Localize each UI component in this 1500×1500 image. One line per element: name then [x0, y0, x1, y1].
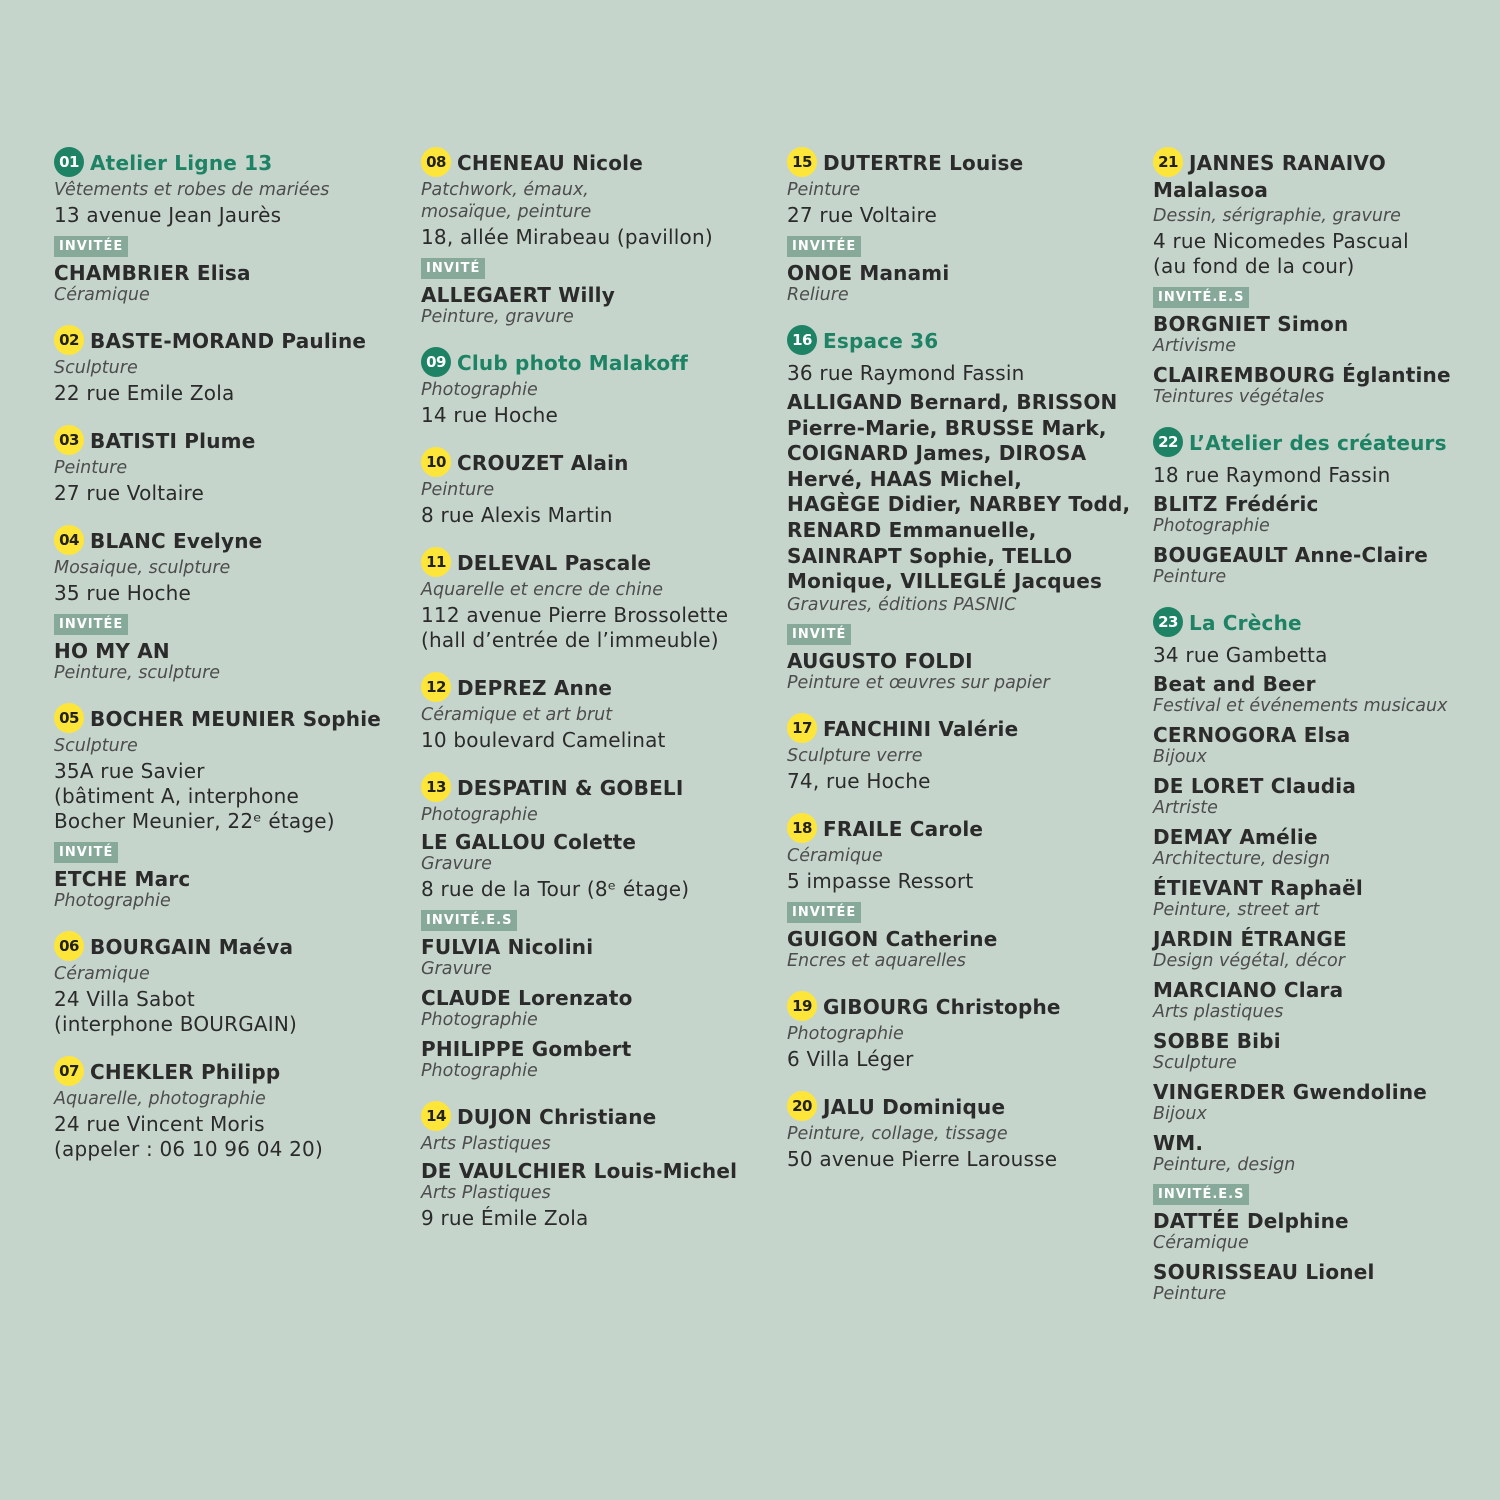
entry-name: FRAILE Carole: [823, 816, 984, 841]
number-badge: 13: [421, 772, 451, 802]
number-badge: 03: [54, 425, 84, 455]
member: [1153, 672, 1493, 717]
entry-discipline: Peinture, collage, tissage: [787, 1123, 1008, 1144]
entry-name: Atelier Ligne 13: [90, 151, 273, 175]
entry-discipline: Sculpture: [54, 358, 138, 378]
guest-discipline: Céramique: [54, 285, 150, 305]
guest-badge: INVITÉE: [787, 236, 861, 257]
number-badge: 11: [421, 547, 451, 577]
entry-address: 74, rue Hoche: [787, 768, 931, 793]
entry-11: [421, 547, 771, 653]
entry-address: 27 rue Voltaire: [54, 481, 205, 505]
guest-discipline: Céramique: [1153, 1233, 1249, 1253]
co-artist: [421, 1159, 771, 1204]
entry-name: Espace 36: [823, 329, 939, 353]
entry-address-line: (bâtiment A, interphone: [54, 784, 300, 808]
guest-name: CLAUDE Lorenzato: [421, 986, 633, 1010]
number-badge: 12: [421, 672, 451, 702]
member-discipline: Architecture, design: [1153, 849, 1331, 869]
entry-23: [1153, 607, 1493, 1305]
guest-name: AUGUSTO FOLDI: [787, 648, 973, 673]
entry-12: [421, 672, 771, 753]
guest-name: GUIGON Catherine: [787, 926, 998, 951]
entry-discipline: Sculpture verre: [787, 745, 923, 766]
number-badge: 06: [54, 931, 84, 961]
entry-address: 27 rue Voltaire: [787, 203, 938, 227]
number-badge: 18: [787, 813, 817, 843]
member: [1153, 723, 1493, 768]
member: [1153, 1131, 1493, 1176]
number-badge: 17: [787, 713, 817, 743]
guest: [54, 639, 404, 684]
guest-discipline: Encres et aquarelles: [787, 950, 966, 971]
entry-address: 9 rue Émile Zola: [421, 1206, 589, 1230]
guest-badge: INVITÉ.E.S: [421, 910, 517, 931]
entry-name: BASTE-MORAND Pauline: [90, 329, 367, 353]
number-badge: 02: [54, 325, 84, 355]
entry-05: [54, 703, 404, 912]
number-badge: 07: [54, 1056, 84, 1086]
entry-discipline: Peinture: [787, 180, 861, 200]
number-badge: 04: [54, 525, 84, 555]
entry-address: 36 rue Raymond Fassin: [787, 361, 1025, 385]
guest-discipline: Peinture et œuvres sur papier: [787, 672, 1050, 693]
number-badge: 22: [1153, 427, 1183, 457]
member-discipline: Festival et événements musicaux: [1153, 696, 1448, 716]
guest-name: PHILIPPE Gombert: [421, 1037, 632, 1061]
member-line: SAINRAPT Sophie, TELLO: [787, 543, 1073, 568]
entry-14: [421, 1101, 771, 1231]
entry-discipline: Photographie: [421, 805, 538, 825]
member: [1153, 876, 1493, 921]
number-badge: 09: [421, 347, 451, 377]
guest-discipline: Teintures végétales: [1153, 387, 1325, 407]
guest-badge: INVITÉ: [787, 624, 851, 645]
guest-discipline: Peinture: [1153, 1284, 1227, 1304]
entry-address: 34 rue Gambetta: [1153, 643, 1328, 667]
entry-04: [54, 525, 404, 684]
member-line: Pierre-Marie, BRUSSE Mark,: [787, 415, 1107, 440]
guest-badge: INVITÉ.E.S: [1153, 1184, 1249, 1205]
co-artist-discipline: Gravure: [421, 854, 492, 874]
guest: [787, 927, 1137, 972]
entry-address-line: (appeler : 06 10 96 04 20): [54, 1137, 323, 1161]
entry-discipline: Photographie: [787, 1023, 904, 1044]
number-badge: 14: [421, 1101, 451, 1131]
guest: [1153, 1209, 1493, 1254]
entry-discipline: Aquarelle, photographie: [54, 1089, 266, 1109]
entry-address: 8 rue de la Tour (8ᵉ étage): [421, 877, 690, 901]
member: [1153, 543, 1493, 588]
entry-18: [787, 813, 1137, 972]
guest-discipline: Peinture, gravure: [421, 307, 574, 327]
entry-13: [421, 772, 771, 1082]
entry-address: 35 rue Hoche: [54, 581, 192, 605]
number-badge: 23: [1153, 607, 1183, 637]
entry-19: [787, 991, 1137, 1072]
member-name: ÉTIEVANT Raphaël: [1153, 876, 1363, 900]
guest: [787, 261, 1137, 306]
entry-name: CHEKLER Philipp: [90, 1060, 281, 1084]
entry-discipline: Aquarelle et encre de chine: [421, 580, 663, 600]
entry-name: GIBOURG Christophe: [823, 994, 1061, 1019]
guest: [1153, 312, 1493, 357]
entry-name: L’Atelier des créateurs: [1189, 431, 1447, 455]
member-discipline: Artriste: [1153, 798, 1218, 818]
entry-name: JANNES RANAIVO: [1189, 151, 1386, 175]
entry-name: CROUZET Alain: [457, 451, 629, 475]
entry-discipline: Céramique et art brut: [421, 705, 613, 725]
member: [1153, 825, 1493, 870]
entry-discipline: Dessin, sérigraphie, gravure: [1153, 206, 1401, 226]
member-name: Beat and Beer: [1153, 672, 1316, 696]
number-badge: 16: [787, 325, 817, 355]
entry-name: Club photo Malakoff: [457, 351, 689, 375]
entry-address: 24 rue Vincent Moris: [54, 1112, 265, 1136]
member-discipline: Arts plastiques: [1153, 1002, 1284, 1022]
guest-badge: INVITÉE: [787, 902, 861, 923]
entry-name: FANCHINI Valérie: [823, 716, 1019, 741]
member-line: Hervé, HAAS Michel,: [787, 466, 1023, 491]
entry-discipline: Photographie: [421, 380, 538, 400]
member-name: CERNOGORA Elsa: [1153, 723, 1351, 747]
co-artist: [421, 830, 771, 875]
entry-name: DESPATIN & GOBELI: [457, 776, 684, 800]
entry-address: 13 avenue Jean Jaurès: [54, 203, 282, 227]
member-name: WM.: [1153, 1131, 1204, 1155]
entry-17: [787, 713, 1137, 794]
entry-discipline: Céramique: [787, 845, 883, 866]
guest-name: SOURISSEAU Lionel: [1153, 1260, 1375, 1284]
member-name: DEMAY Amélie: [1153, 825, 1318, 849]
column-4: [1153, 147, 1493, 1324]
entry-02: [54, 325, 404, 406]
member-discipline: Photographie: [1153, 516, 1270, 536]
member: [1153, 774, 1493, 819]
entry-name: DUJON Christiane: [457, 1105, 657, 1129]
member-name: JARDIN ÉTRANGE: [1153, 927, 1347, 951]
guest-discipline: Photographie: [421, 1061, 538, 1081]
guest: [1153, 1260, 1493, 1305]
member: [1153, 927, 1493, 972]
number-badge: 21: [1153, 147, 1183, 177]
member-line: ALLIGAND Bernard, BRISSON: [787, 390, 1118, 414]
entry-name: BOCHER MEUNIER Sophie: [90, 707, 382, 731]
co-artist-name: DE VAULCHIER Louis-Michel: [421, 1159, 738, 1183]
entry-discipline-line: mosaïque, peinture: [421, 202, 592, 222]
number-badge: 01: [54, 147, 84, 177]
entry-name: DEPREZ Anne: [457, 676, 613, 700]
entry-address-line: Bocher Meunier, 22ᵉ étage): [54, 809, 335, 833]
entry-20: [787, 1091, 1137, 1172]
member-line: HAGÈGE Didier, NARBEY Todd,: [787, 492, 1131, 517]
entry-discipline: Peinture: [54, 458, 128, 478]
member: [1153, 492, 1493, 537]
member-list: [787, 390, 1137, 595]
entry-name: BOURGAIN Maéva: [90, 935, 294, 959]
entry-discipline: Patchwork, émaux,: [421, 180, 589, 200]
entry-address: 50 avenue Pierre Larousse: [787, 1146, 1058, 1171]
co-artist-name: LE GALLOU Colette: [421, 830, 637, 854]
member-name: BOUGEAULT Anne-Claire: [1153, 543, 1429, 567]
guest-discipline: Peinture, sculpture: [54, 663, 221, 683]
entry-address: 8 rue Alexis Martin: [421, 503, 613, 527]
entry-address: 10 boulevard Camelinat: [421, 728, 666, 752]
number-badge: 08: [421, 147, 451, 177]
number-badge: 05: [54, 703, 84, 733]
member-discipline: Peinture, design: [1153, 1155, 1296, 1175]
number-badge: 20: [787, 1091, 817, 1121]
guest-name: HO MY AN: [54, 639, 170, 663]
column-1: [54, 147, 404, 1181]
entry-10: [421, 447, 771, 528]
member-discipline: Bijoux: [1153, 747, 1207, 767]
entry-address-line: (interphone BOURGAIN): [54, 1012, 298, 1036]
guest-badge: INVITÉ: [421, 258, 485, 279]
guest: [421, 283, 771, 328]
entry-address: 24 Villa Sabot: [54, 987, 195, 1011]
entry-address: 18, allée Mirabeau (pavillon): [421, 225, 713, 249]
member-discipline: Bijoux: [1153, 1104, 1207, 1124]
entry-address: 22 rue Emile Zola: [54, 381, 235, 405]
entry-21: [1153, 147, 1493, 408]
entry-address: 5 impasse Ressort: [787, 868, 974, 893]
entry-name: La Crèche: [1189, 611, 1302, 635]
guest-discipline: Photographie: [54, 891, 171, 911]
guest-name: CHAMBRIER Elisa: [54, 261, 251, 285]
entry-discipline: Mosaique, sculpture: [54, 558, 231, 578]
member-discipline: Gravures, éditions PASNIC: [787, 594, 1017, 615]
entry-address: 18 rue Raymond Fassin: [1153, 463, 1391, 487]
entry-discipline: Peinture: [421, 480, 495, 500]
guest-name: ONOE Manami: [787, 261, 950, 285]
co-artist-discipline: Arts Plastiques: [421, 1183, 551, 1203]
guest: [1153, 363, 1493, 408]
number-badge: 10: [421, 447, 451, 477]
entry-address: 6 Villa Léger: [787, 1046, 914, 1071]
member-line: COIGNARD James, DIROSA: [787, 441, 1087, 466]
guest: [54, 867, 404, 912]
guest-discipline: Artivisme: [1153, 336, 1237, 356]
member: [1153, 1080, 1493, 1125]
member-name: BLITZ Frédéric: [1153, 492, 1319, 516]
guest-badge: INVITÉ.E.S: [1153, 287, 1249, 308]
guest-name: ETCHE Marc: [54, 867, 191, 891]
guest-badge: INVITÉE: [54, 614, 128, 635]
entry-address-line: (au fond de la cour): [1153, 254, 1355, 278]
entry-name: BLANC Evelyne: [90, 529, 263, 553]
guest-badge: INVITÉ: [54, 842, 118, 863]
number-badge: 15: [787, 147, 817, 177]
column-3: [787, 147, 1137, 1191]
guest-name: BORGNIET Simon: [1153, 312, 1349, 336]
entry-name: BATISTI Plume: [90, 429, 256, 453]
guest: [421, 935, 771, 980]
member-line: RENARD Emmanuelle,: [787, 517, 1037, 542]
guest: [787, 649, 1137, 694]
guest-discipline: Gravure: [421, 959, 492, 979]
entry-22: [1153, 427, 1493, 588]
entry-address-line: (hall d’entrée de l’immeuble): [421, 628, 719, 652]
entry-name: CHENEAU Nicole: [457, 151, 643, 175]
entry-07: [54, 1056, 404, 1162]
guest-name: FULVIA Nicolini: [421, 935, 594, 959]
entry-address: 4 rue Nicomedes Pascual: [1153, 229, 1409, 253]
guest-name: DATTÉE Delphine: [1153, 1209, 1349, 1233]
guest-name: CLAIREMBOURG Églantine: [1153, 363, 1451, 387]
guest-name: ALLEGAERT Willy: [421, 283, 615, 307]
member-discipline: Sculpture: [1153, 1053, 1237, 1073]
guest: [54, 261, 404, 306]
column-2: [421, 147, 771, 1250]
member-line: Monique, VILLEGLÉ Jacques: [787, 569, 1103, 594]
guest: [421, 986, 771, 1031]
member: [1153, 978, 1493, 1023]
entry-discipline: Sculpture: [54, 736, 138, 756]
entry-name: JALU Dominique: [823, 1094, 1006, 1119]
member-name: SOBBE Bibi: [1153, 1029, 1281, 1053]
guest: [421, 1037, 771, 1082]
entry-15: [787, 147, 1137, 306]
member-discipline: Peinture: [1153, 567, 1227, 587]
entry-name-line: Malalasoa: [1153, 178, 1269, 202]
entry-03: [54, 425, 404, 506]
entry-name: DELEVAL Pascale: [457, 551, 652, 575]
member-name: MARCIANO Clara: [1153, 978, 1344, 1002]
entry-address: 14 rue Hoche: [421, 403, 559, 427]
entry-09: [421, 347, 771, 428]
entry-name: DUTERTRE Louise: [823, 151, 1024, 175]
member-name: DE LORET Claudia: [1153, 774, 1357, 798]
entry-01: [54, 147, 404, 306]
guest-discipline: Photographie: [421, 1010, 538, 1030]
entry-discipline: Arts Plastiques: [421, 1134, 551, 1154]
guest-badge: INVITÉE: [54, 236, 128, 257]
guest-discipline: Reliure: [787, 285, 849, 305]
entry-06: [54, 931, 404, 1037]
member-discipline: Peinture, street art: [1153, 900, 1320, 920]
member: [1153, 1029, 1493, 1074]
entry-address: 112 avenue Pierre Brossolette: [421, 603, 729, 627]
entry-08: [421, 147, 771, 328]
entry-16: [787, 325, 1137, 694]
member-name: VINGERDER Gwendoline: [1153, 1080, 1428, 1104]
number-badge: 19: [787, 991, 817, 1021]
member-discipline: Design végétal, décor: [1153, 951, 1345, 971]
entry-address: 35A rue Savier: [54, 759, 205, 783]
entry-discipline: Céramique: [54, 964, 150, 984]
entry-discipline: Vêtements et robes de mariées: [54, 180, 330, 200]
